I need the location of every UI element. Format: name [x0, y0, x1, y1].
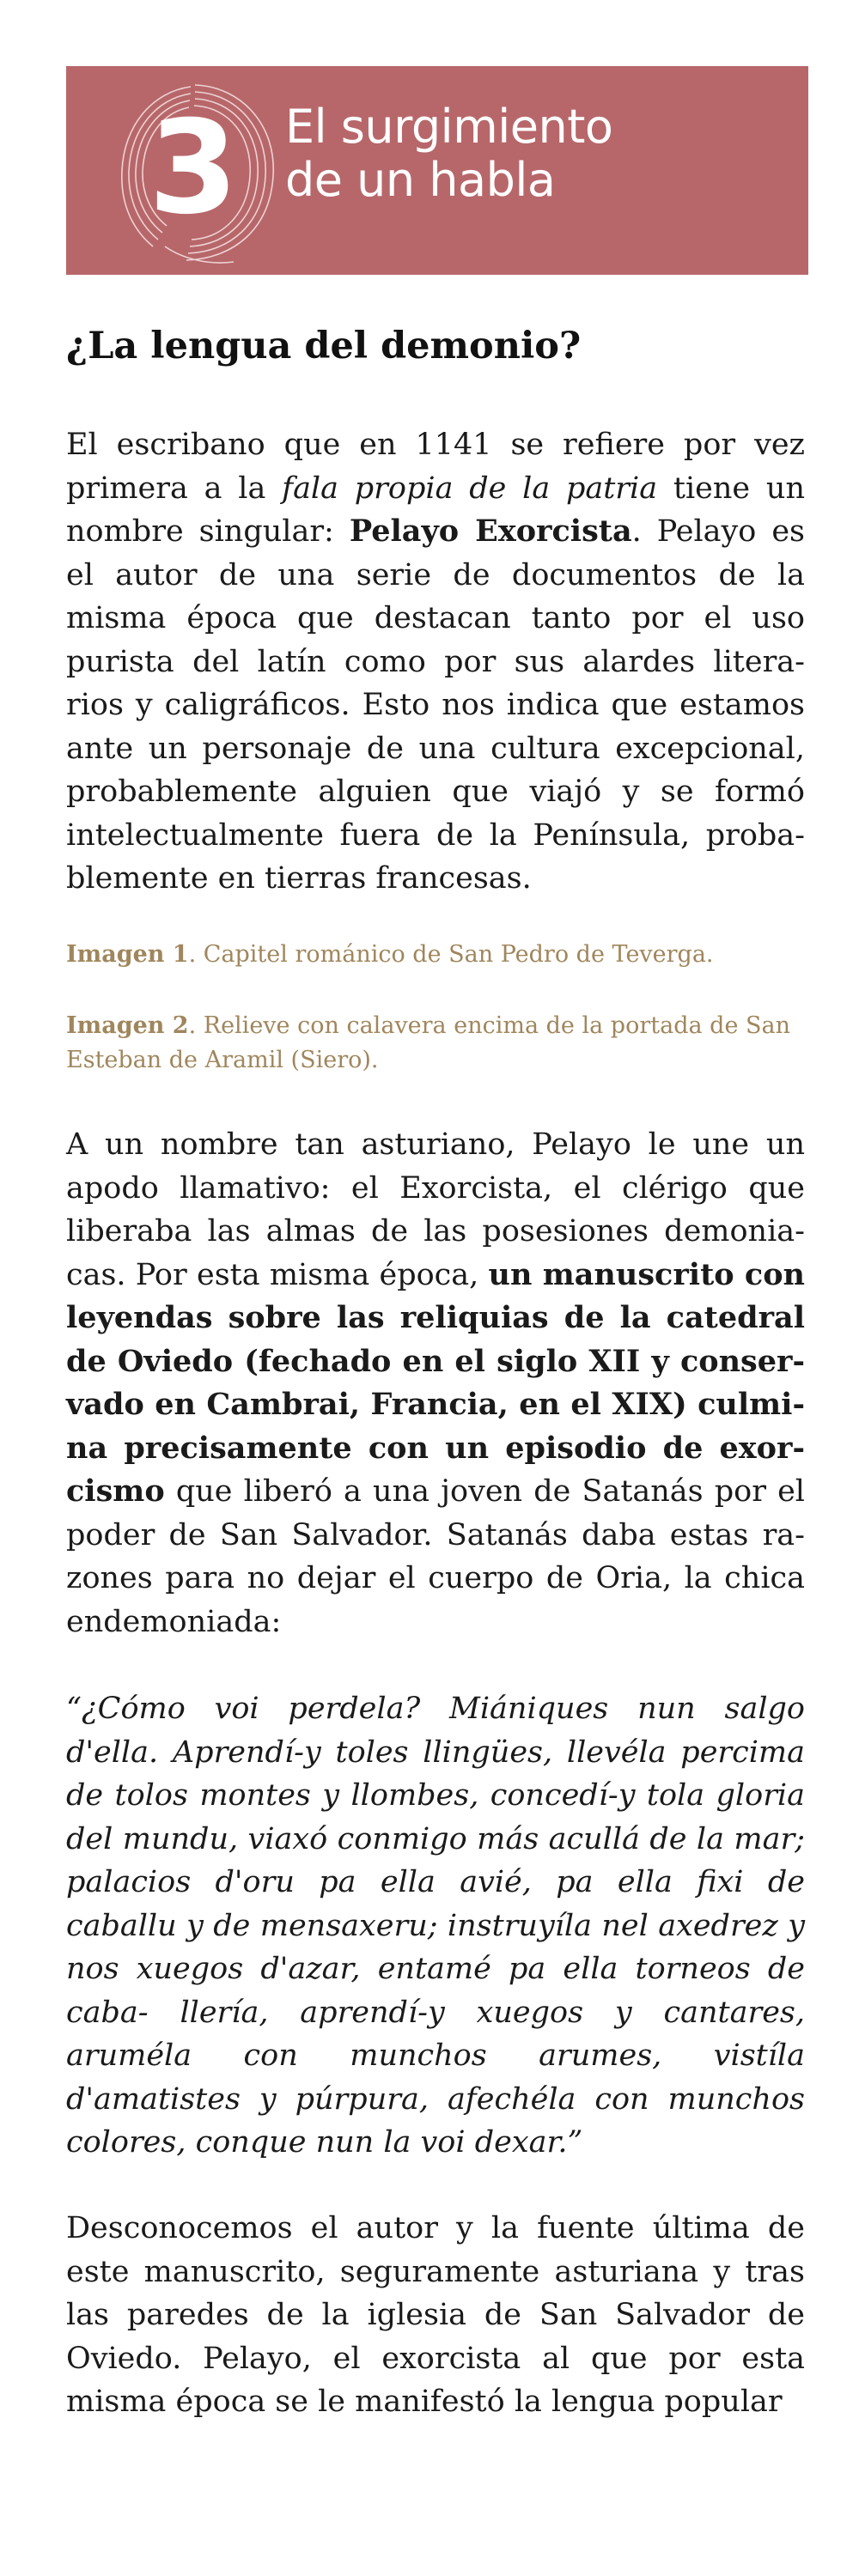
section-heading: ¿La lengua del demonio? — [66, 325, 582, 368]
image-caption-1 — [66, 938, 805, 972]
paragraph-1: El escribano que en 1141 se refiere por vez primera a la fala propia de la patria tiene un nombre singular: Pelayo Exorcista. Pelayo es el autor de una serie de documentos de la misma época que destacan tanto por el uso purista del latín como por sus alardes litera- rios y caligráficos. Esto nos indica que estamos ante un personaje de una cultura excepcional, probablemente alguien que viajó y se formó intelectualmente fuera de la Península, proba- blemente en tierras francesas. — [66, 428, 805, 896]
caption-label: Imagen 1 — [66, 941, 189, 968]
chapter-title-line-2: de un habla — [285, 153, 556, 207]
paragraph-2: A un nombre tan asturiano, Pelayo le une un apodo llamativo: el Exorcista, el clérigo que liberaba las almas de las posesiones demonia- cas. Por esta misma época, un manuscrito con leyendas sobre las reliquias de la catedral de Oviedo (fechado en el siglo XII y conser- vado en Cambrai, Francia, en el XIX) culmi- na precisamente con un episodio de exor- cismo que liberó a una joven de Satanás por el poder de San Salvador. Satanás daba estas ra- zones para no dejar el cuerpo de Oria, la chica endemoniada: — [66, 1127, 805, 1639]
satan-quote: “¿Cómo voi perdela? Miániques nun salgo d'ella. Aprendí-y toles llingües, llevéla percima de tolos montes y llombes, concedí-y tola gloria del mundu, viaxó conmigo más acullá de la mar; palacios d'oru pa ella avié, pa ella fixi de caballu y de mensaxeru; instruyíla nel axedrez y nos xuegos d'azar, entamé pa ella torneos de caba- llería, aprendí-y xuegos y cantares, aruméla con munchos arumes, vistíla d'amatistes y púrpura, afechéla con munchos colores, conque nun la voi dexar.” — [66, 1692, 805, 2160]
caption-text: . Relieve con calavera encima de la portada de San Esteban de Aramil (Siero). — [66, 1012, 790, 1073]
chapter-title — [285, 100, 801, 207]
chapter-banner — [66, 66, 808, 275]
caption-label: Imagen 2 — [66, 1012, 189, 1039]
chapter-number-emblem — [105, 75, 285, 268]
chapter-number: 3 — [148, 94, 239, 243]
image-caption-2 — [66, 1009, 805, 1078]
caption-text: . Capitel románico de San Pedro de Teverga. — [188, 941, 714, 968]
pelayo-exorcista-name: Pelayo Exorcista — [349, 513, 632, 549]
paragraph-3: Desconocemos el autor y la fuente última de este manuscrito, seguramente asturiana y tras las paredes de la iglesia de San Salvador de Oviedo. Pelayo, el exorcista al que por esta misma época se le manifestó la lengua popular — [66, 2211, 805, 2419]
chapter-title-line-1: El surgimiento — [285, 100, 613, 154]
